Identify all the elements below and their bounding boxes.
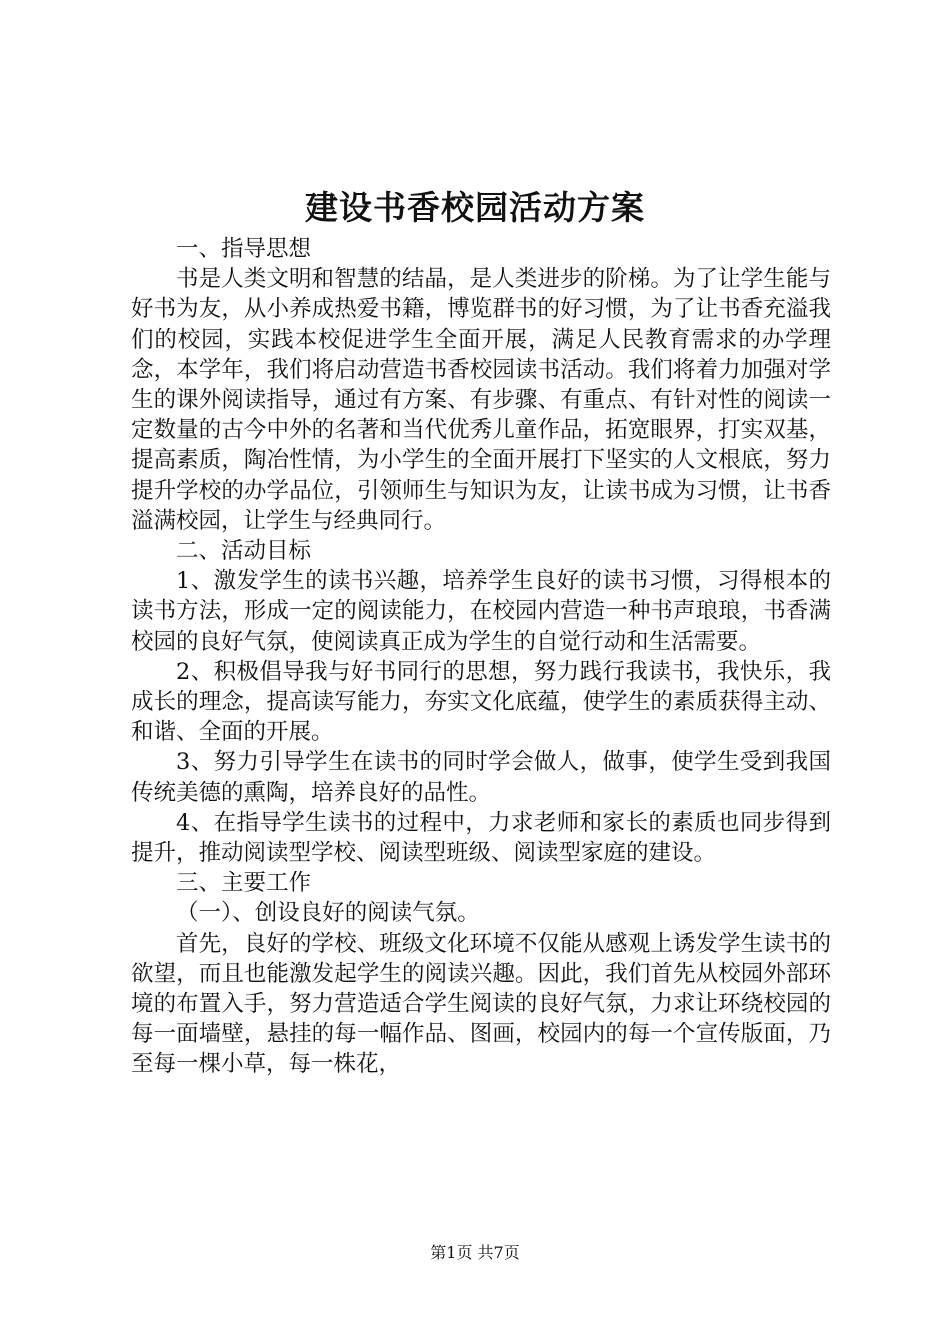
paragraph-goal-1: 1、激发学生的读书兴趣，培养学生良好的读书习惯，习得根本的读书方法，形成一定的阅读能力，在校园内营造一种书声琅琅，书香满校园的良好气氛，使阅读真正成为学生的自觉行动和生活需要。 [131, 568, 831, 655]
section-heading-activity-goals: 二、活动目标 [176, 538, 312, 565]
document-body [131, 234, 831, 1080]
paragraph-guiding-ideology: 书是人类文明和智慧的结晶，是人类进步的阶梯。为了让学生能与好书为友，从小养成热爱书籍，博览群书的好习惯，为了让书香充溢我们的校园，实践本校促进学生全面开展，满足人民教育需求的办学理念，本学年，我们将启动营造书香校园读书活动。我们将着力加强对学生的课外阅读指导，通过有方案、有步骤、有重点、有针对性的阅读一定数量的古今中外的名著和当代优秀儿童作品，拓宽眼界，打实双基，提高素质，陶冶性情，为小学生的全面开展打下坚实的人文根底，努力提升学校的办学品位，引领师生与知识为友，让读书成为习惯，让书香溢满校园，让学生与经典同行。 [131, 266, 831, 534]
paragraph-goal-3: 3、努力引导学生在读书的同时学会做人，做事，使学生受到我国传统美德的熏陶，培养良好的品性。 [131, 749, 831, 806]
paragraph-goal-4: 4、在指导学生读书的过程中，力求老师和家长的素质也同步得到提升，推动阅读型学校、阅读型班级、阅读型家庭的建设。 [131, 809, 831, 867]
document-title: 建设书香校园活动方案 [305, 188, 645, 227]
page-footer: 第1页 共7页 [430, 1243, 520, 1262]
section-heading-guiding-ideology: 一、指导思想 [176, 236, 312, 262]
subsection-heading-reading-atmosphere: （一）、创设良好的阅读气氛。 [176, 900, 480, 927]
section-heading-main-work: 三、主要工作 [176, 870, 312, 897]
paragraph-reading-atmosphere: 首先，良好的学校、班级文化环境不仅能从感观上诱发学生读书的欲望，而且也能激发起学生的阅读兴趣。因此，我们首先从校园外部环境的布置入手，努力营造适合学生阅读的良好气氛，力求让环绕校园的每一面墙壁，悬挂的每一幅作品、图画，校园内的每一个宣传版面，乃至每一棵小草，每一株花， [131, 930, 831, 1078]
paragraph-goal-2: 2、积极倡导我与好书同行的思想，努力践行我读书，我快乐，我成长的理念，提高读写能力，夯实文化底蕴，使学生的素质获得主动、和谐、全面的开展。 [131, 658, 831, 746]
